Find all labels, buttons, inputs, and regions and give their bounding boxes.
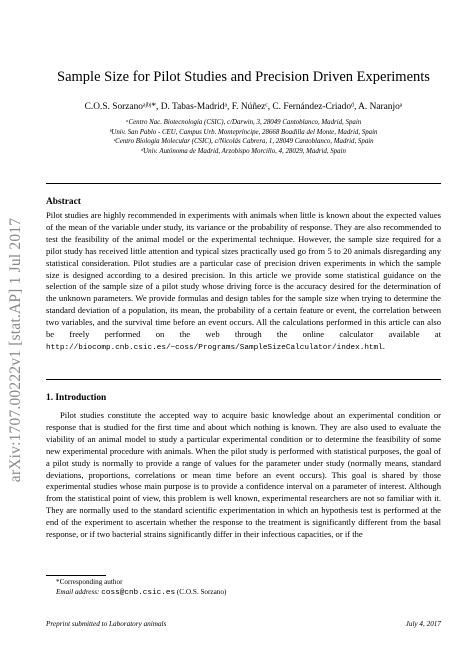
affiliation-d: ᵈUniv. Autónoma de Madrid, Arzobispo Morcillo, 4, 28029, Madrid, Spain: [141, 147, 346, 155]
footnotes: [46, 578, 441, 598]
abstract-url-suffix: .: [382, 340, 385, 351]
affiliation-b: ᵇUniv. San Pablo - CEU, Campus Urb. Montepríncipe, 28668 Boadilla del Monte, Madrid, Spain: [109, 128, 378, 136]
arxiv-identifier: [3, 160, 29, 540]
email-owner: (C.O.S. Sorzano): [176, 587, 227, 596]
section-heading-introduction: 1. Introduction: [46, 393, 107, 403]
calculator-url-link[interactable]: http://biocomp.cnb.csic.es/~coss/Programs/SampleSizeCalculator/index.html: [46, 343, 383, 352]
page-footer: [46, 620, 441, 628]
abstract-bottom-rule: [46, 379, 441, 380]
email-address-link[interactable]: coss@cnb.csic.es: [101, 588, 176, 597]
abstract-text: Pilot studies are highly recommended in experiments with animals when little is known about the expected values of the mean of the variable under study, its variance or the probability of response. They are also recommended to test the feasibility of the animal model or the experimental technique. However, the sample size required for a pilot study has received little attention and typical sizes practically used go from 5 to 20 animals disregarding any statistical consideration. Pilot studies are a particular case of precision driven experiments in which the sample size is designed according to a desired precision. In this article we provide some statistical guidance on the selection of the sample size of a pilot study whose driving force is the accuracy desired for the determination of the unknown parameters. We provide formulas and design tables for the sample size when trying to determine the standard deviation of a population, its mean, the probability of a certain feature or event, the correlation between two variables, and the survival time before an event occurs. All the calculations performed in this article can also be freely performed on the web through the online calculator available at: [46, 210, 441, 340]
affiliation-c: ᶜCentro Biología Molecular (CSIC), c/Nicolás Cabrera, 1, 28049 Cantoblanco, Madrid, Spain: [113, 138, 374, 145]
email-note: [46, 588, 441, 599]
affiliations: [46, 118, 441, 156]
introduction-body: Pilot studies constitute the accepted way to acquire basic knowledge about an experimental condition or response that is studied for the first time and about which nothing is known. They are also used to evaluate the viability of an animal model to study a particular experimental condition or to determine the feasibility of some new experimental procedure with animals. When the pilot study is performed with statistical purposes, the goal of a pilot study is normally to provide a range of values for the parameter under study (normally means, standard deviations, proportions, correlations or mean time before an event occurs). This goal is shared by those experimental studies whose main purpose is to provide a confidence interval on a parameter of interest. Although from the statistical point of view, this problem is well known, experimental researchers are not so familiar with it. They are normally used to the standard scientific experimentation in which an hypothesis test is performed at the end of the experiment to ascertain whether the response to the treatment is significantly different from the basal response, or if two bacterial strains significantly differ in their infectious capacities, or if the: [46, 410, 441, 540]
affiliation-a: ᵃCentro Nac. Biotecnología (CSIC), c/Darwin, 3, 28049 Cantoblanco, Madrid, Spain: [125, 119, 362, 126]
arxiv-identifier-text: arXiv:1707.00222v1 [stat.AP] 1 Jul 2017: [7, 217, 24, 483]
abstract-top-rule: [46, 183, 441, 184]
author-list: C.O.S. Sorzanoᵃʲᵇʲ*, D. Tabas-Madridᵃ, F. Núñezᶜ, C. Fernández-Criadoᵈ, A. Naranjoᵃ: [84, 102, 403, 112]
email-label: Email address:: [56, 587, 100, 596]
abstract-body: [46, 210, 441, 355]
paper-title: Sample Size for Pilot Studies and Precision Driven Experiments: [57, 69, 430, 85]
corresponding-author-note: *Corresponding author: [56, 578, 123, 586]
footer-date: July 4, 2017: [405, 620, 441, 628]
footnote-rule: [46, 575, 106, 576]
abstract-heading: Abstract: [46, 197, 81, 207]
preprint-note: Preprint submitted to Laboratory animals: [46, 620, 167, 628]
